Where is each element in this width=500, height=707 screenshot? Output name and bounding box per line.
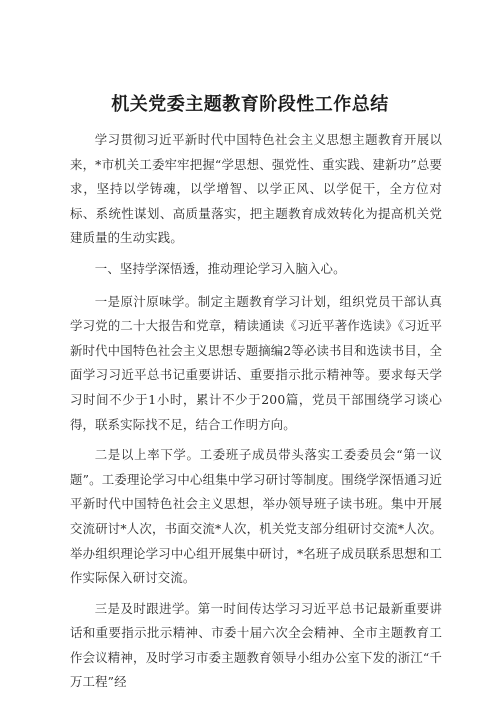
document-body <box>70 128 442 695</box>
body-paragraph-study-original: 一是原汁原味学。制定主题教育学习计划，组织党员干部认真学习党的二十大报告和党章，精读通读《习近平著作选读》《习近平新时代中国特色社会主义思想专题摘编2等必读书目和选读书目，全面学习习近平总书记重要讲话、重要指示批示精神等。要求每天学习时间不少于1小时，累计不少于200篇，党员干部围绕学习谈心得，联系实际找不足，结合工作明方向。 <box>70 293 442 432</box>
intro-paragraph: 学习贯彻习近平新时代中国特色社会主义思想主题教育开展以来，*市机关工委牢牢把握“学思想、强党性、重实践、建新功”总要求，坚持以学铸魂，以学增智、以学正风、以学促干，全方位对标、系统性谋划、高质量落实，把主题教育成效转化为提高机关党建质量的生动实践。 <box>70 132 442 246</box>
body-paragraph-timely-follow-up: 三是及时跟进学。第一时间传达学习习近平总书记最新重要讲话和重要指示批示精神、市委十届六次全会精神、全市主题教育工作会议精神，及时学习市委主题教育领导小组办公室下发的浙江“千万工程”经 <box>70 600 442 690</box>
body-paragraph-lead-by-example: 二是以上率下学。工委班子成员带头落实工委委员会“第一议题”。工委理论学习中心组集中学习研讨等制度。围绕学深悟通习近平新时代中国特色社会主义思想，举办领导班子读书班。集中开展交流研讨*人次，书面交流*人次，机关党支部分组研讨交流*人次。举办组织理论学习中心组开展集中研讨，*名班子成员联系思想和工作实际保入研讨交流。 <box>70 447 442 586</box>
document-title: 机关党委主题教育阶段性工作总结 <box>111 94 389 115</box>
section-heading: 一、坚持学深悟透，推动理论学习入脑入心。 <box>94 260 346 276</box>
